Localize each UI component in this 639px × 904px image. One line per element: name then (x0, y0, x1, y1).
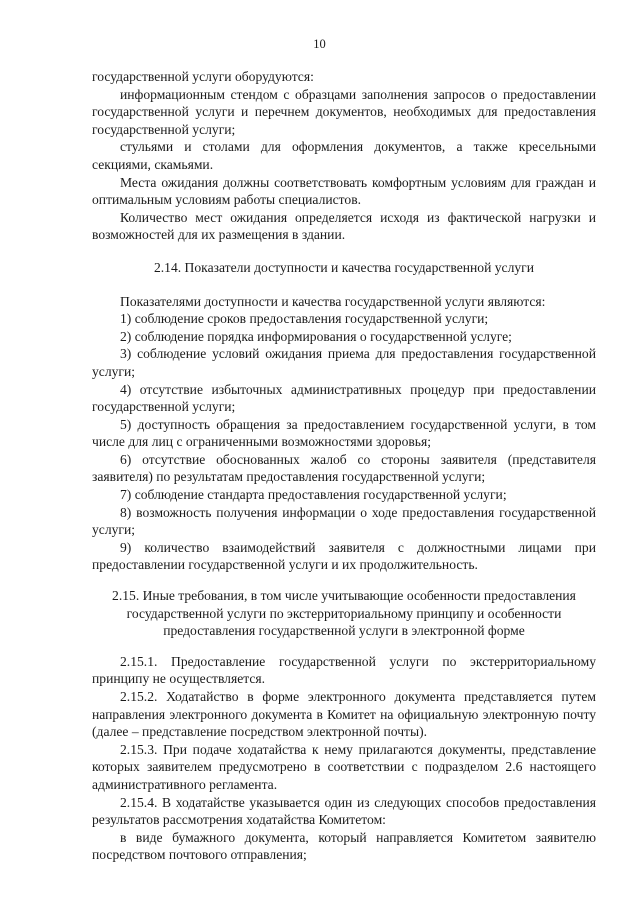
paragraph: 3) соблюдение условий ожидания приема для предоставления государственной услуги; (92, 346, 596, 379)
paragraph: 9) количество взаимодействий заявителя с должностными лицами при предоставлении государственной услуги и их продолжительность. (92, 539, 596, 573)
paragraph: 2.15.3. При подаче ходатайства к нему прилагаются документы, представление которых заявителем предусмотрено в соответствии с подразделом 2.6 настоящего административного регламента. (92, 741, 596, 792)
page-number: 10 (313, 37, 326, 51)
paragraph: в виде бумажного документа, который направляется Комитетом заявителю посредством почтового отправления; (92, 829, 596, 863)
paragraph: Количество мест ожидания определяется исходя из фактической нагрузки и возможностей для их размещения в здании. (92, 209, 596, 243)
paragraph: 2.15.1. Предоставление государственной услуги по экстерриториальному принципу не осуществляется. (92, 653, 596, 687)
paragraph: 7) соблюдение стандарта предоставления государственной услуги; (120, 487, 507, 503)
paragraph: Места ожидания должны соответствовать комфортным условиям для граждан и оптимальным условиям работы специалистов. (92, 174, 596, 208)
paragraph: Показателями доступности и качества государственной услуги являются: (120, 293, 546, 309)
paragraph: государственной услуги оборудуются: (92, 69, 314, 84)
section-heading: 2.15. Иные требования, в том числе учитывающие особенности предоставления государственной услуги по экстерриториальному принципу и особенности предоставления государственной услуги в электронной форме (112, 588, 576, 639)
paragraph: 2.15.2. Ходатайство в форме электронного документа представляется путем направления электронного документа в Комитет на официальную электронную почту (далее – представление посредством электронной почты). (92, 689, 596, 740)
paragraph: 2) соблюдение порядка информирования о государственной услуге; (120, 328, 512, 344)
paragraph: 4) отсутствие избыточных административных процедур при предоставлении государственной услуги; (92, 381, 596, 415)
paragraph: 8) возможность получения информации о ходе предоставления государственной услуги; (92, 504, 596, 538)
section-heading: 2.14. Показатели доступности и качества государственной услуги (153, 259, 535, 275)
paragraph: 2.15.4. В ходатайстве указывается один из следующих способов предоставления результатов рассмотрения ходатайства Комитетом: (92, 794, 596, 828)
paragraph: информационным стендом с образцами заполнения запросов о предоставлении государственной услуги и перечнем документов, необходимых для предоставления государственной услуги; (92, 86, 596, 137)
paragraph: 6) отсутствие обоснованных жалоб со стороны заявителя (представителя заявителя) по результатам предоставления государственной услуги; (92, 451, 596, 485)
paragraph: стульями и столами для оформления документов, а также кресельными секциями, скамьями. (92, 139, 596, 172)
document-body (92, 68, 596, 864)
paragraph: 1) соблюдение сроков предоставления государственной услуги; (120, 311, 489, 327)
paragraph: 5) доступность обращения за предоставлением государственной услуги, в том числе для лиц с ограниченными возможностями здоровья; (92, 416, 596, 450)
